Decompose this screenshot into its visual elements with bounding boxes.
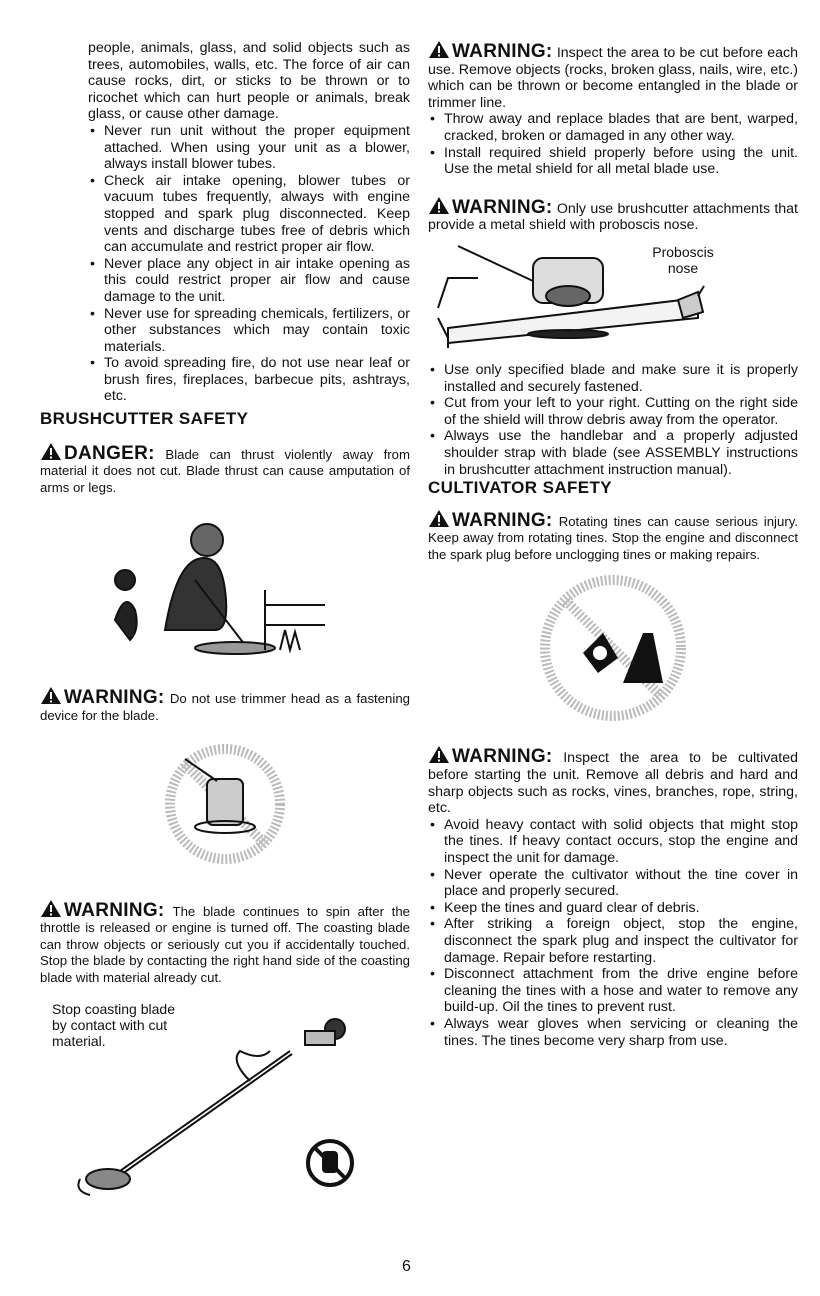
warning-triangle-icon xyxy=(428,40,450,59)
list-item: • To avoid spreading fire, do not use near leaf or brush fires, fireplaces, barbecue pits, ashtrays, etc. xyxy=(88,355,410,405)
warning-label: WARNING: xyxy=(452,746,553,768)
warning-triangle-icon xyxy=(428,196,450,215)
list-item: • Always wear gloves when servicing or cleaning the tines. The tines become very sharp from use. xyxy=(428,1016,798,1049)
list-item: • Throw away and replace blades that are bent, warped, cracked, broken or damaged in any other way. xyxy=(428,111,798,144)
danger-text: Blade can thrust violently away from material it does not cut. Blade thrust can cause amputation of arms or legs. xyxy=(40,446,410,495)
warning-inspect-cut-paragraph xyxy=(428,40,798,111)
intro-paragraph: people, animals, glass, and solid objects such as trees, automobiles, walls, etc. The force of air can cause rocks, dirt, or sticks to be thrown or to ricochet which can hurt people or animals, break glass, or cause other damage. xyxy=(88,40,410,123)
proboscis-figure xyxy=(428,238,798,356)
danger-paragraph xyxy=(40,442,410,497)
cultivator-bullet-list xyxy=(428,817,798,1049)
right-column xyxy=(428,40,798,1049)
warning-label: WARNING: xyxy=(64,899,165,921)
list-item: • Never use for spreading chemicals, fertilizers, or other substances which may contain toxic materials. xyxy=(88,306,410,356)
warning-text: Inspect the area to be cut before each use. Remove objects (rocks, broken glass, nails, wire, etc.) which can be thrown or become entangled in the blade or trimmer line. xyxy=(428,45,798,111)
list-item: • Install required shield properly before using the unit. Use the metal shield for all metal blade use. xyxy=(428,145,798,178)
warning-triangle-icon xyxy=(428,745,450,764)
coasting-blade-figure xyxy=(40,1001,410,1201)
list-item: • Never operate the cultivator without the tine cover in place and properly secured. xyxy=(428,867,798,900)
blade-thrust-illustration xyxy=(95,510,355,660)
no-trimmer-head-fastening-illustration xyxy=(155,739,295,869)
list-item: • Cut from your left to your right. Cutting on the right side of the shield will throw debris away from the operator. xyxy=(428,395,798,428)
warning-rotating-tines-paragraph xyxy=(428,509,798,564)
warning-label: WARNING: xyxy=(452,509,553,531)
blade-bullet-list xyxy=(428,111,798,177)
list-item: • Keep the tines and guard clear of debris. xyxy=(428,900,798,917)
coasting-blade-illustration xyxy=(40,1001,410,1201)
list-item: • Disconnect attachment from the drive engine before cleaning the tines with a hose and water to remove any build-up. Oil the tines to prevent rust. xyxy=(428,966,798,1016)
list-item: • Check air intake opening, blower tubes or vacuum tubes frequently, always with engine stopped and spark plug disconnected. Keep vents and discharge tubes free of debris which can accumulate and restrict proper air flow. xyxy=(88,173,410,256)
warning-triangle-icon xyxy=(40,686,62,705)
warning-label: WARNING: xyxy=(452,41,553,62)
warning-label: WARNING: xyxy=(64,687,165,709)
warning-label: WARNING: xyxy=(452,196,553,218)
list-item: • Never place any object in air intake opening as this could restrict proper air flow and cause damage to the unit. xyxy=(88,256,410,306)
list-item: • After striking a foreign object, stop the engine, disconnect the spark plug and inspect the cultivator for damage. Repair before restarting. xyxy=(428,916,798,966)
warning-text: Only use brushcutter attachments that provide a metal shield with proboscis nose. xyxy=(428,200,798,234)
warning-trimmer-head-paragraph xyxy=(40,686,410,724)
warning-coasting-blade-paragraph xyxy=(40,899,410,987)
danger-label: DANGER: xyxy=(64,442,155,464)
warning-text: Inspect the area to be cultivated before starting the unit. Remove all debris and hard and sharp objects such as rocks, vines, branches, rope, string, etc. xyxy=(428,750,798,817)
left-column xyxy=(40,40,410,1201)
warning-triangle-icon xyxy=(40,899,62,918)
list-item: • Use only specified blade and make sure it is properly installed and securely fastened. xyxy=(428,362,798,395)
warning-triangle-icon xyxy=(40,442,62,461)
no-hands-in-tines-illustration xyxy=(528,573,698,723)
warning-metal-shield-paragraph xyxy=(428,196,798,234)
left-intro-block xyxy=(40,40,410,405)
blower-bullet-list xyxy=(88,123,410,405)
warning-text: Rotating tines can cause serious injury. Keep away from rotating tines. Stop the engine and disconnect the spark plug before unclogging tines or making repairs. xyxy=(428,513,798,562)
list-item: • Always use the handlebar and a properly adjusted shoulder strap with blade (see ASSEMBLY instructions in brushcutter attachment instruction manual). xyxy=(428,428,798,478)
no-hand-icon xyxy=(308,1141,352,1185)
shield-bullet-list xyxy=(428,362,798,478)
warning-triangle-icon xyxy=(428,509,450,528)
warning-text: Do not use trimmer head as a fastening device for the blade. xyxy=(40,691,410,724)
list-item: • Never run unit without the proper equipment attached. When using your unit as a blower, always install blower tubes. xyxy=(88,123,410,173)
warning-text: The blade continues to spin after the throttle is released or engine is turned off. The coasting blade can throw objects or seriously cut you if accidentally touched. Stop the blade by contacting the right hand side of the coasting blade with material already cut. xyxy=(40,903,410,985)
page-number: 6 xyxy=(402,1258,411,1275)
stop-coasting-label: Stop coasting blade by contact with cut material. xyxy=(52,1000,175,1049)
warning-inspect-cultivate-paragraph xyxy=(428,745,798,816)
list-item: • Avoid heavy contact with solid objects that might stop the tines. If heavy contact occurs, stop the engine and inspect the unit for damage. xyxy=(428,817,798,867)
proboscis-nose-label: Proboscis nose xyxy=(652,243,714,276)
brushcutter-safety-heading: BRUSHCUTTER SAFETY xyxy=(40,409,249,429)
cultivator-safety-heading: CULTIVATOR SAFETY xyxy=(428,478,613,498)
